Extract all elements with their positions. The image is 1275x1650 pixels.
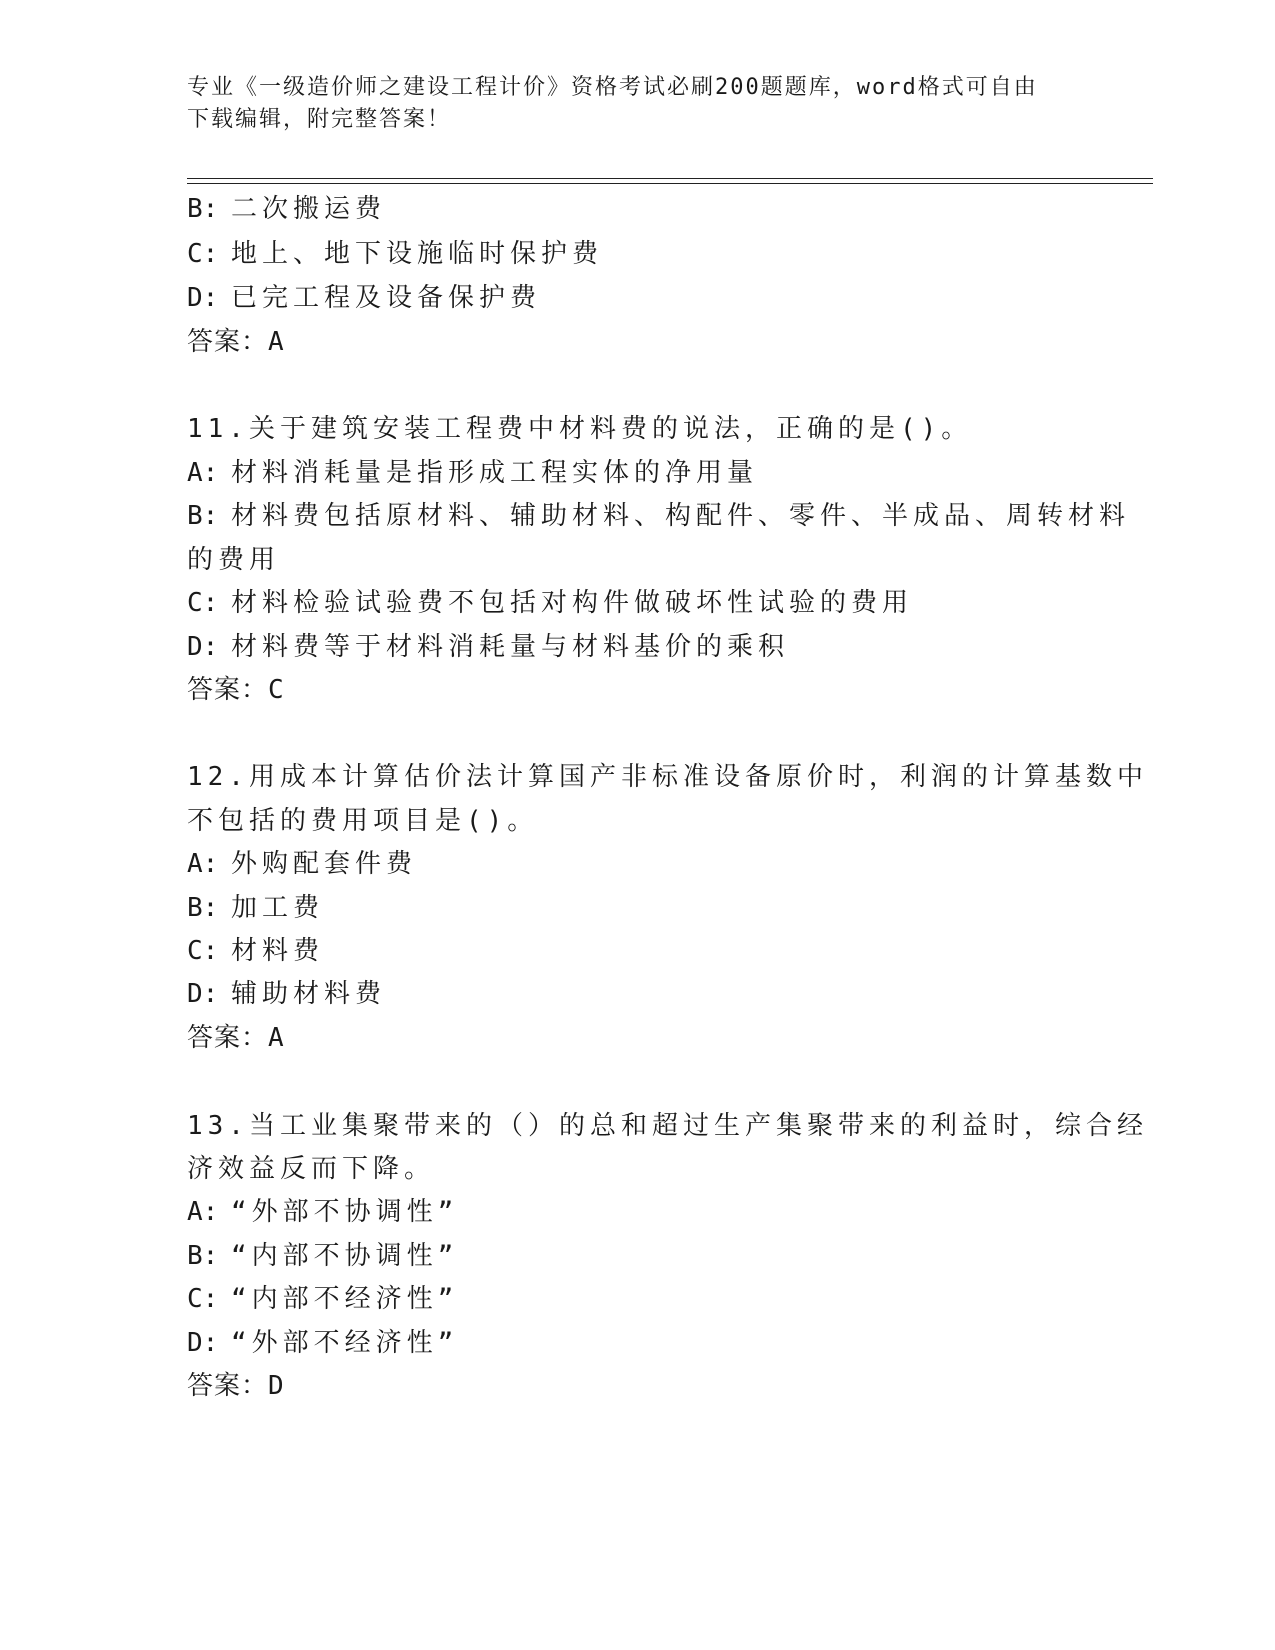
q12-option-b (187, 891, 1087, 925)
option-text: 辅助材料费 (231, 979, 387, 1009)
option-label: B: (187, 893, 219, 923)
page-header (187, 72, 1067, 136)
q13-option-d (187, 1326, 1087, 1360)
option-text: “内部不协调性” (231, 1241, 459, 1271)
q10-option-b (187, 192, 1087, 226)
q12-option-a (187, 847, 1087, 881)
option-text: 已完工程及设备保护费 (231, 283, 542, 313)
option-text: 地上、地下设施临时保护费 (231, 239, 604, 269)
answer-value: A (268, 1023, 285, 1053)
option-text: 材料费包括原材料、辅助材料、构配件、零件、半成品、周转材料 (231, 501, 1131, 531)
option-label: D: (187, 283, 219, 313)
option-label: B: (187, 1241, 219, 1271)
answer-value: D (268, 1371, 285, 1401)
option-label: B: (187, 501, 219, 531)
option-label: D: (187, 1328, 219, 1358)
q11-stem: 11.关于建筑安装工程费中材料费的说法，正确的是()。 (187, 414, 973, 444)
header-divider-top (187, 178, 1153, 179)
option-label: A: (187, 849, 219, 879)
header-line-1: 专业《一级造价师之建设工程计价》资格考试必刷200题题库，word格式可自由 (187, 75, 1038, 100)
q12-stem-continued: 不包括的费用项目是()。 (187, 806, 539, 836)
q11-option-b (187, 499, 1131, 533)
option-text: 二次搬运费 (231, 194, 387, 224)
option-label: C: (187, 1284, 219, 1314)
q13-answer (187, 1369, 1087, 1403)
q11-option-b-continued: 的费用 (187, 545, 281, 575)
option-text: 材料消耗量是指形成工程实体的净用量 (231, 458, 759, 488)
q11-answer (187, 673, 1087, 707)
option-text: “外部不经济性” (231, 1328, 459, 1358)
q11-option-d (187, 630, 1087, 664)
q11-option-c (187, 586, 1087, 620)
q13-option-c (187, 1282, 1087, 1316)
option-label: D: (187, 632, 219, 662)
q10-option-d (187, 281, 1087, 315)
q12-option-c (187, 934, 1087, 968)
q12-answer (187, 1021, 1087, 1055)
option-label: B: (187, 194, 219, 224)
q13-option-b (187, 1239, 1087, 1273)
header-line-2: 下载编辑，附完整答案！ (187, 107, 452, 132)
answer-label: 答案： (187, 1371, 269, 1401)
option-text: 加工费 (231, 893, 325, 923)
answer-value: C (268, 675, 285, 705)
option-text: 材料费 (231, 936, 325, 966)
q13-option-a (187, 1195, 1087, 1229)
answer-value: A (268, 327, 285, 357)
option-label: A: (187, 458, 219, 488)
q13-stem: 13.当工业集聚带来的（）的总和超过生产集聚带来的利益时，综合经 (187, 1111, 1148, 1141)
option-label: A: (187, 1197, 219, 1227)
option-label: D: (187, 979, 219, 1009)
answer-label: 答案： (187, 1023, 269, 1053)
q12-option-d (187, 977, 1087, 1011)
q10-option-c (187, 237, 1087, 271)
option-text: “外部不协调性” (231, 1197, 459, 1227)
answer-label: 答案： (187, 327, 269, 357)
option-text: 外购配套件费 (231, 849, 418, 879)
q11-option-a (187, 456, 1087, 490)
option-text: 材料检验试验费不包括对构件做破坏性试验的费用 (231, 588, 914, 618)
answer-label: 答案： (187, 675, 269, 705)
header-divider-bottom (187, 183, 1153, 184)
option-text: “内部不经济性” (231, 1284, 459, 1314)
q12-stem: 12.用成本计算估价法计算国产非标准设备原价时，利润的计算基数中 (187, 762, 1148, 792)
q10-answer (187, 325, 1087, 359)
q13-stem-continued: 济效益反而下降。 (187, 1154, 436, 1184)
option-label: C: (187, 239, 219, 269)
option-label: C: (187, 588, 219, 618)
option-label: C: (187, 936, 219, 966)
option-text: 材料费等于材料消耗量与材料基价的乘积 (231, 632, 790, 662)
